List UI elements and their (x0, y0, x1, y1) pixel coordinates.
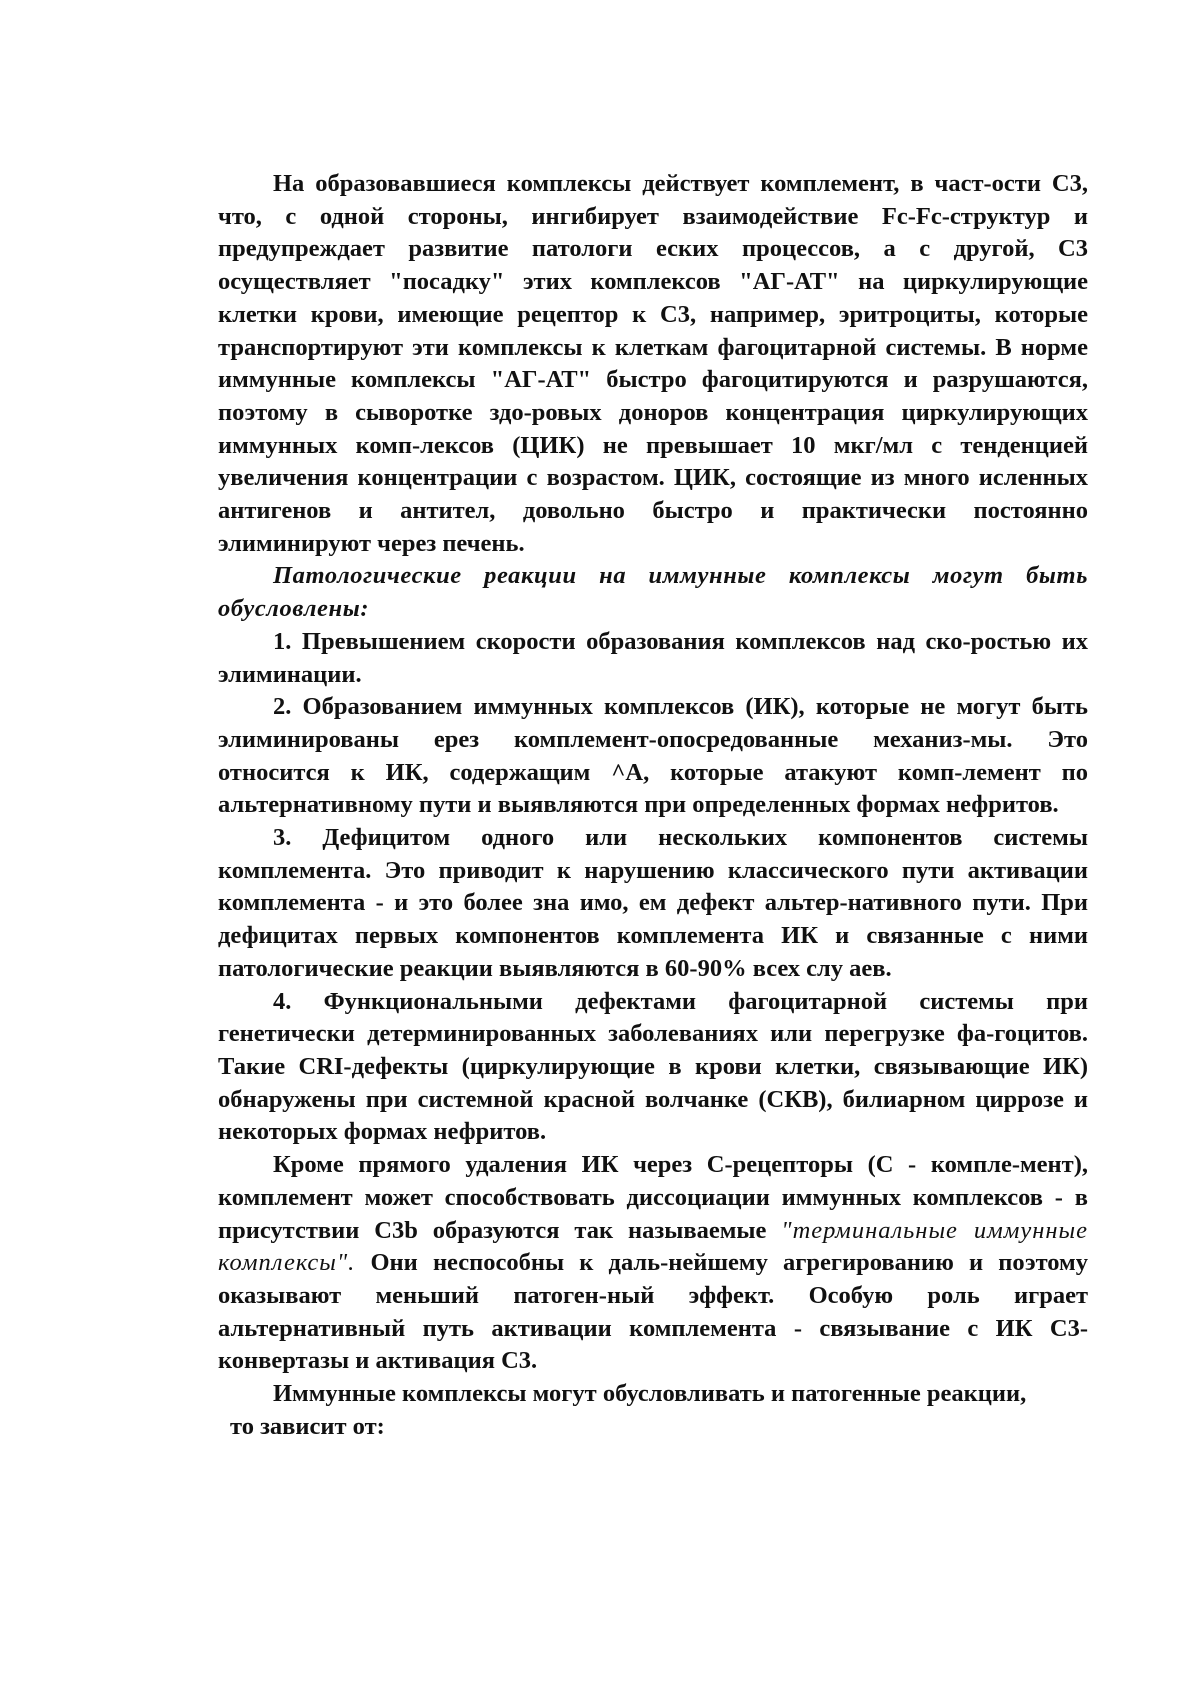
pathogenic-reactions-line-1: Иммунные комплексы могут обусловливать и патогенные реакции, (273, 1380, 1027, 1408)
pathogenic-reactions-line-2: то зависит от: (230, 1412, 385, 1440)
paragraph-ik-removal (218, 1149, 1088, 1378)
section-heading-pathological-reactions: Патологические реакции на иммунные комплексы могут быть обусловлены: (218, 562, 1088, 623)
list-item-1: 1. Превышением скорости образования комплексов над ско-ростью их элиминации. (218, 627, 1088, 688)
paragraph-complement-action: На образовавшиеся комплексы действует комплемент, в част-ости С3, что, с одной стороны, ингибирует взаимодействие Fc-Fc-структур и предупреждает развитие патологи еских процессов, а с другой, С3 осуществляет "посадку" этих комплексов "АГ-АТ" на циркулирующие клетки крови, имеющие рецептор к С3, например, эритроциты, которые транспортируют эти комплексы к клеткам фагоцитарной системы. В норме иммунные комплексы "АГ-АТ" быстро фагоцитируются и разрушаются, поэтому в сыворотке здо-ровых доноров концентрация циркулирующих иммунных комп-лексов (ЦИК) не превышает 10 мкг/мл с тенденцией увеличения концентрации с возрастом. ЦИК, состоящие из много исленных антигенов и антител, довольно быстро и практически постоянно элиминируют через печень. (218, 170, 1088, 557)
ik-removal-text-end: Они неспособны к даль-нейшему агрегированию и поэтому оказывают меньший патоген-ный эффект. Особую роль играет альтернативный путь активации комплемента - связывание с ИК С3-конвертазы и активация С3. (218, 1249, 1088, 1375)
paragraph-pathogenic-reactions (218, 1378, 1088, 1443)
terminal-complexes-term: "терминальные иммунные комплексы". (218, 1216, 1088, 1277)
list-item-2: 2. Образованием иммунных комплексов (ИК), которые не могут быть элиминированы ерез комплемент-опосредованные механиз-мы. Это относится к ИК, содержащим ^А, которые атакуют комп-лемент по альтернативному пути и выявляются при определенных формах нефритов. (218, 693, 1088, 819)
document-page (218, 168, 1088, 1443)
list-item-3: 3. Дефицитом одного или нескольких компонентов системы комплемента. Это приводит к нарушению классического пути активации комплемента - и это более зна имо, ем дефект альтер-нативного пути. При дефицитах первых компонентов комплемента ИК и связанные с ними патологические реакции выявляются в 60-90% всех слу аев. (218, 824, 1088, 982)
ik-removal-text-start: Кроме прямого удаления ИК через С-рецепторы (С - компле-мент), комплемент может способствовать диссоциации иммунных комплексов - в присутствии С3b образуются так называемые (218, 1151, 1088, 1244)
list-item-4: 4. Функциональными дефектами фагоцитарной системы при генетически детерминированных заболеваниях или перегрузке фа-гоцитов. Такие CRI-дефекты (циркулирующие в крови клетки, связывающие ИК) обнаружены при системной красной волчанке (СКВ), билиарном циррозе и некоторых формах нефритов. (218, 987, 1088, 1146)
